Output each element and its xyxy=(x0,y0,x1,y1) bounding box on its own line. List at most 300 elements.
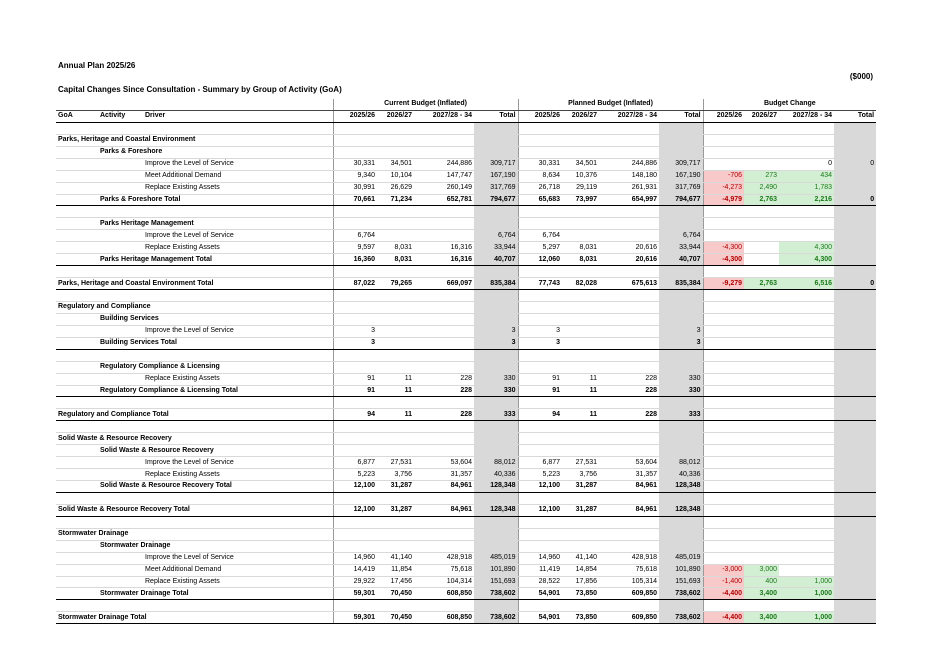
current-y2-cell xyxy=(377,218,414,230)
planned-y2-cell xyxy=(562,433,599,445)
planned-y2-cell xyxy=(562,445,599,457)
change-y1-cell xyxy=(703,373,744,385)
table-row xyxy=(56,278,876,290)
table-row xyxy=(56,588,876,600)
change-total-cell xyxy=(834,540,876,552)
planned-y2-cell: 11 xyxy=(562,373,599,385)
change-y2-cell xyxy=(744,552,779,564)
planned-y3-cell xyxy=(599,349,659,361)
current-y1-cell: 30,331 xyxy=(333,158,377,170)
change-y2-cell xyxy=(744,397,779,409)
table-row xyxy=(56,576,876,588)
change-y2-cell xyxy=(744,158,779,170)
current-total-cell: 738,602 xyxy=(474,588,518,600)
current-y3-cell xyxy=(414,421,474,433)
change-y3-cell xyxy=(779,337,834,349)
planned-total-cell xyxy=(659,349,703,361)
row-label: Improve the Level of Service xyxy=(56,457,333,469)
current-y2-cell: 3,756 xyxy=(377,469,414,481)
change-y1-cell xyxy=(703,158,744,170)
planned-y3-cell xyxy=(599,301,659,313)
current-y1-cell xyxy=(333,290,377,302)
change-y2-cell xyxy=(744,218,779,230)
row-label: Parks, Heritage and Coastal Environment xyxy=(56,134,333,146)
planned-total-cell xyxy=(659,397,703,409)
table-row xyxy=(56,600,876,612)
change-y1-cell xyxy=(703,600,744,612)
current-total-cell: 485,019 xyxy=(474,552,518,564)
row-label: Improve the Level of Service xyxy=(56,158,333,170)
change-y3-cell xyxy=(779,469,834,481)
change-y3-cell xyxy=(779,492,834,504)
change-y2-cell: 400 xyxy=(744,576,779,588)
change-y3-cell xyxy=(779,349,834,361)
current-y3-cell xyxy=(414,266,474,278)
table-row xyxy=(56,206,876,218)
planned-y3-cell xyxy=(599,397,659,409)
current-y1-cell: 91 xyxy=(333,373,377,385)
col-activity: Activity xyxy=(98,110,143,122)
change-y2-cell xyxy=(744,600,779,612)
change-y1-cell xyxy=(703,313,744,325)
row-label: Meet Additional Demand xyxy=(56,170,333,182)
planned-y1-cell xyxy=(518,313,562,325)
change-y3-cell xyxy=(779,433,834,445)
current-y3-cell: 428,918 xyxy=(414,552,474,564)
planned-y1-cell xyxy=(518,206,562,218)
planned-y3-cell xyxy=(599,218,659,230)
planned-y3-cell: 228 xyxy=(599,373,659,385)
change-y1-cell: -4,300 xyxy=(703,242,744,254)
table-row xyxy=(56,301,876,313)
col-cur-y2: 2026/27 xyxy=(377,110,414,122)
current-y2-cell xyxy=(377,445,414,457)
change-total-cell xyxy=(834,409,876,421)
planned-y2-cell xyxy=(562,290,599,302)
change-y1-cell xyxy=(703,218,744,230)
change-y3-cell: 1,783 xyxy=(779,182,834,194)
change-y3-cell: 4,300 xyxy=(779,242,834,254)
current-y3-cell: 652,781 xyxy=(414,194,474,206)
change-y2-cell xyxy=(744,301,779,313)
planned-total-cell xyxy=(659,206,703,218)
current-y2-cell: 11 xyxy=(377,409,414,421)
planned-y1-cell xyxy=(518,122,562,134)
planned-y2-cell xyxy=(562,134,599,146)
planned-total-cell: 128,348 xyxy=(659,504,703,516)
planned-y1-cell: 77,743 xyxy=(518,278,562,290)
planned-y3-cell xyxy=(599,266,659,278)
current-y2-cell xyxy=(377,230,414,242)
change-y3-cell xyxy=(779,218,834,230)
planned-y2-cell xyxy=(562,206,599,218)
col-chg-y2: 2026/27 xyxy=(744,110,779,122)
planned-y3-cell: 20,616 xyxy=(599,254,659,266)
row-label xyxy=(56,206,333,218)
change-total-cell xyxy=(834,313,876,325)
table-row xyxy=(56,254,876,266)
current-total-cell xyxy=(474,516,518,528)
planned-total-cell xyxy=(659,218,703,230)
change-y3-cell xyxy=(779,373,834,385)
current-y2-cell xyxy=(377,433,414,445)
current-total-cell: 40,707 xyxy=(474,254,518,266)
current-y2-cell: 11 xyxy=(377,385,414,397)
current-y2-cell: 70,450 xyxy=(377,612,414,624)
row-label: Solid Waste & Resource Recovery Total xyxy=(56,481,333,493)
planned-y1-cell xyxy=(518,421,562,433)
change-total-cell xyxy=(834,576,876,588)
table-row xyxy=(56,492,876,504)
current-total-cell xyxy=(474,313,518,325)
current-total-cell: 309,717 xyxy=(474,158,518,170)
change-y2-cell xyxy=(744,266,779,278)
current-y3-cell xyxy=(414,445,474,457)
row-label xyxy=(56,349,333,361)
current-y1-cell: 30,991 xyxy=(333,182,377,194)
planned-y3-cell xyxy=(599,134,659,146)
current-y3-cell: 244,886 xyxy=(414,158,474,170)
planned-y2-cell xyxy=(562,492,599,504)
planned-y1-cell: 91 xyxy=(518,373,562,385)
current-total-cell xyxy=(474,290,518,302)
row-label: Parks & Foreshore Total xyxy=(56,194,333,206)
current-total-cell xyxy=(474,218,518,230)
current-y1-cell: 87,022 xyxy=(333,278,377,290)
current-y3-cell: 84,961 xyxy=(414,504,474,516)
current-y1-cell xyxy=(333,540,377,552)
change-y1-cell xyxy=(703,122,744,134)
row-label: Parks & Foreshore xyxy=(56,146,333,158)
current-y2-cell xyxy=(377,122,414,134)
planned-total-cell: 101,890 xyxy=(659,564,703,576)
current-y2-cell xyxy=(377,421,414,433)
current-budget-header: Current Budget (Inflated) xyxy=(333,99,518,110)
planned-y2-cell: 41,140 xyxy=(562,552,599,564)
table-row xyxy=(56,325,876,337)
planned-y3-cell: 20,616 xyxy=(599,242,659,254)
change-y3-cell xyxy=(779,146,834,158)
change-y2-cell xyxy=(744,206,779,218)
planned-y3-cell: 148,180 xyxy=(599,170,659,182)
current-y1-cell: 14,419 xyxy=(333,564,377,576)
planned-y3-cell: 261,931 xyxy=(599,182,659,194)
change-total-cell xyxy=(834,122,876,134)
change-y2-cell xyxy=(744,242,779,254)
change-total-cell xyxy=(834,469,876,481)
planned-budget-header: Planned Budget (Inflated) xyxy=(518,99,703,110)
planned-total-cell: 128,348 xyxy=(659,481,703,493)
change-y2-cell xyxy=(744,445,779,457)
planned-total-cell xyxy=(659,290,703,302)
current-y3-cell xyxy=(414,433,474,445)
table-row xyxy=(56,182,876,194)
current-total-cell xyxy=(474,301,518,313)
row-label: Regulatory Compliance & Licensing Total xyxy=(56,385,333,397)
planned-y3-cell xyxy=(599,361,659,373)
blank-header xyxy=(56,99,333,110)
change-total-cell xyxy=(834,528,876,540)
current-y3-cell: 16,316 xyxy=(414,254,474,266)
current-y3-cell: 260,149 xyxy=(414,182,474,194)
current-y3-cell xyxy=(414,122,474,134)
planned-y1-cell: 91 xyxy=(518,385,562,397)
planned-total-cell: 167,190 xyxy=(659,170,703,182)
planned-y2-cell: 31,287 xyxy=(562,504,599,516)
planned-y2-cell: 73,850 xyxy=(562,612,599,624)
current-y1-cell: 94 xyxy=(333,409,377,421)
planned-y3-cell: 75,618 xyxy=(599,564,659,576)
change-total-cell xyxy=(834,170,876,182)
change-y1-cell xyxy=(703,492,744,504)
change-y3-cell: 1,000 xyxy=(779,612,834,624)
planned-total-cell: 3 xyxy=(659,325,703,337)
planned-y1-cell xyxy=(518,492,562,504)
change-total-cell xyxy=(834,397,876,409)
change-y3-cell xyxy=(779,313,834,325)
current-y1-cell xyxy=(333,492,377,504)
current-total-cell xyxy=(474,146,518,158)
planned-total-cell xyxy=(659,445,703,457)
change-total-cell: 0 xyxy=(834,278,876,290)
col-pln-total: Total xyxy=(659,110,703,122)
change-y2-cell xyxy=(744,469,779,481)
change-y1-cell: -3,000 xyxy=(703,564,744,576)
planned-y2-cell xyxy=(562,421,599,433)
planned-total-cell xyxy=(659,492,703,504)
change-total-cell xyxy=(834,325,876,337)
planned-y2-cell xyxy=(562,540,599,552)
current-total-cell: 88,012 xyxy=(474,457,518,469)
current-y3-cell: 228 xyxy=(414,409,474,421)
current-total-cell xyxy=(474,122,518,134)
table-row xyxy=(56,349,876,361)
change-y2-cell xyxy=(744,433,779,445)
table-row xyxy=(56,146,876,158)
current-y2-cell xyxy=(377,266,414,278)
change-y3-cell xyxy=(779,397,834,409)
change-y2-cell xyxy=(744,349,779,361)
current-y2-cell xyxy=(377,492,414,504)
planned-y2-cell: 11 xyxy=(562,409,599,421)
current-y1-cell: 6,764 xyxy=(333,230,377,242)
change-y3-cell xyxy=(779,552,834,564)
current-total-cell: 3 xyxy=(474,337,518,349)
current-y2-cell xyxy=(377,134,414,146)
report-subtitle: Capital Changes Since Consultation - Summary by Group of Activity (GoA) xyxy=(58,85,342,94)
change-y1-cell xyxy=(703,457,744,469)
col-chg-y3: 2027/28 - 34 xyxy=(779,110,834,122)
change-y3-cell xyxy=(779,409,834,421)
current-y1-cell xyxy=(333,397,377,409)
planned-total-cell: 6,764 xyxy=(659,230,703,242)
change-y2-cell: 3,400 xyxy=(744,612,779,624)
planned-y2-cell: 29,119 xyxy=(562,182,599,194)
change-total-cell xyxy=(834,301,876,313)
row-label: Solid Waste & Resource Recovery Total xyxy=(56,504,333,516)
planned-y1-cell: 54,901 xyxy=(518,588,562,600)
change-y3-cell xyxy=(779,266,834,278)
planned-y3-cell: 609,850 xyxy=(599,588,659,600)
planned-y1-cell xyxy=(518,218,562,230)
row-label: Parks Heritage Management xyxy=(56,218,333,230)
planned-y3-cell: 654,997 xyxy=(599,194,659,206)
planned-y3-cell: 228 xyxy=(599,385,659,397)
change-y1-cell xyxy=(703,349,744,361)
planned-y1-cell: 8,634 xyxy=(518,170,562,182)
planned-y2-cell xyxy=(562,122,599,134)
current-y1-cell: 14,960 xyxy=(333,552,377,564)
planned-y1-cell: 3 xyxy=(518,325,562,337)
current-total-cell: 40,336 xyxy=(474,469,518,481)
planned-y3-cell xyxy=(599,492,659,504)
change-total-cell: 0 xyxy=(834,158,876,170)
change-y3-cell: 6,516 xyxy=(779,278,834,290)
planned-y2-cell: 73,997 xyxy=(562,194,599,206)
row-label: Parks, Heritage and Coastal Environment Total xyxy=(56,278,333,290)
table-row xyxy=(56,421,876,433)
change-y1-cell xyxy=(703,528,744,540)
current-y2-cell: 31,287 xyxy=(377,504,414,516)
planned-y1-cell xyxy=(518,361,562,373)
planned-y2-cell: 73,850 xyxy=(562,588,599,600)
change-y1-cell: -4,400 xyxy=(703,612,744,624)
planned-y2-cell xyxy=(562,313,599,325)
planned-total-cell xyxy=(659,301,703,313)
change-y2-cell xyxy=(744,313,779,325)
current-y2-cell xyxy=(377,349,414,361)
current-y1-cell: 9,597 xyxy=(333,242,377,254)
change-total-cell xyxy=(834,445,876,457)
change-total-cell xyxy=(834,218,876,230)
planned-y2-cell: 14,854 xyxy=(562,564,599,576)
planned-total-cell: 151,693 xyxy=(659,576,703,588)
change-y2-cell xyxy=(744,361,779,373)
planned-y1-cell: 11,419 xyxy=(518,564,562,576)
change-y1-cell xyxy=(703,552,744,564)
table-body xyxy=(56,122,876,623)
change-y3-cell xyxy=(779,290,834,302)
row-label: Regulatory and Compliance Total xyxy=(56,409,333,421)
change-y1-cell xyxy=(703,421,744,433)
planned-y1-cell: 54,901 xyxy=(518,612,562,624)
current-y3-cell: 84,961 xyxy=(414,481,474,493)
change-y3-cell: 2,216 xyxy=(779,194,834,206)
current-total-cell xyxy=(474,600,518,612)
change-y3-cell: 1,000 xyxy=(779,588,834,600)
change-y3-cell xyxy=(779,134,834,146)
planned-total-cell: 333 xyxy=(659,409,703,421)
current-total-cell: 6,764 xyxy=(474,230,518,242)
planned-y3-cell xyxy=(599,325,659,337)
current-y1-cell: 59,301 xyxy=(333,612,377,624)
row-label: Improve the Level of Service xyxy=(56,230,333,242)
planned-total-cell xyxy=(659,313,703,325)
change-y1-cell: -4,300 xyxy=(703,254,744,266)
current-y1-cell: 59,301 xyxy=(333,588,377,600)
table-row xyxy=(56,481,876,493)
row-label: Building Services xyxy=(56,313,333,325)
planned-y2-cell xyxy=(562,516,599,528)
change-total-cell xyxy=(834,230,876,242)
change-y3-cell: 0 xyxy=(779,158,834,170)
row-label: Parks Heritage Management Total xyxy=(56,254,333,266)
planned-y1-cell xyxy=(518,290,562,302)
current-total-cell: 794,677 xyxy=(474,194,518,206)
planned-y1-cell: 26,718 xyxy=(518,182,562,194)
change-y2-cell xyxy=(744,385,779,397)
change-y1-cell xyxy=(703,266,744,278)
planned-y3-cell xyxy=(599,516,659,528)
change-y1-cell xyxy=(703,301,744,313)
change-y3-cell xyxy=(779,528,834,540)
change-y2-cell: 2,763 xyxy=(744,194,779,206)
table-row xyxy=(56,134,876,146)
current-y1-cell xyxy=(333,528,377,540)
change-y2-cell xyxy=(744,457,779,469)
change-total-cell xyxy=(834,373,876,385)
row-label: Replace Existing Assets xyxy=(56,242,333,254)
planned-total-cell: 317,769 xyxy=(659,182,703,194)
change-y2-cell xyxy=(744,290,779,302)
current-y2-cell xyxy=(377,397,414,409)
planned-y1-cell xyxy=(518,600,562,612)
current-y1-cell xyxy=(333,516,377,528)
budget-change-header: Budget Change xyxy=(703,99,876,110)
current-y2-cell xyxy=(377,325,414,337)
current-y3-cell xyxy=(414,146,474,158)
planned-y1-cell xyxy=(518,516,562,528)
change-y1-cell xyxy=(703,361,744,373)
planned-y1-cell xyxy=(518,540,562,552)
row-label: Replace Existing Assets xyxy=(56,182,333,194)
change-y1-cell xyxy=(703,230,744,242)
col-pln-y1: 2025/26 xyxy=(518,110,562,122)
table-row xyxy=(56,552,876,564)
planned-y3-cell xyxy=(599,146,659,158)
planned-total-cell: 485,019 xyxy=(659,552,703,564)
current-total-cell xyxy=(474,540,518,552)
change-total-cell xyxy=(834,433,876,445)
current-y2-cell: 41,140 xyxy=(377,552,414,564)
col-cur-y3: 2027/28 - 34 xyxy=(414,110,474,122)
group-header-row xyxy=(56,99,876,110)
change-total-cell xyxy=(834,254,876,266)
current-total-cell xyxy=(474,397,518,409)
row-label: Solid Waste & Resource Recovery xyxy=(56,445,333,457)
planned-total-cell xyxy=(659,134,703,146)
change-total-cell xyxy=(834,457,876,469)
planned-y1-cell xyxy=(518,397,562,409)
planned-y2-cell xyxy=(562,325,599,337)
current-y3-cell xyxy=(414,301,474,313)
table-row xyxy=(56,469,876,481)
current-y2-cell xyxy=(377,361,414,373)
planned-y2-cell xyxy=(562,301,599,313)
table-row xyxy=(56,409,876,421)
current-y1-cell: 70,661 xyxy=(333,194,377,206)
planned-y1-cell xyxy=(518,445,562,457)
change-y3-cell xyxy=(779,481,834,493)
planned-y3-cell xyxy=(599,600,659,612)
current-y2-cell xyxy=(377,146,414,158)
change-y1-cell xyxy=(703,504,744,516)
planned-total-cell xyxy=(659,433,703,445)
current-total-cell xyxy=(474,134,518,146)
current-total-cell xyxy=(474,421,518,433)
change-y2-cell xyxy=(744,134,779,146)
current-y1-cell xyxy=(333,134,377,146)
